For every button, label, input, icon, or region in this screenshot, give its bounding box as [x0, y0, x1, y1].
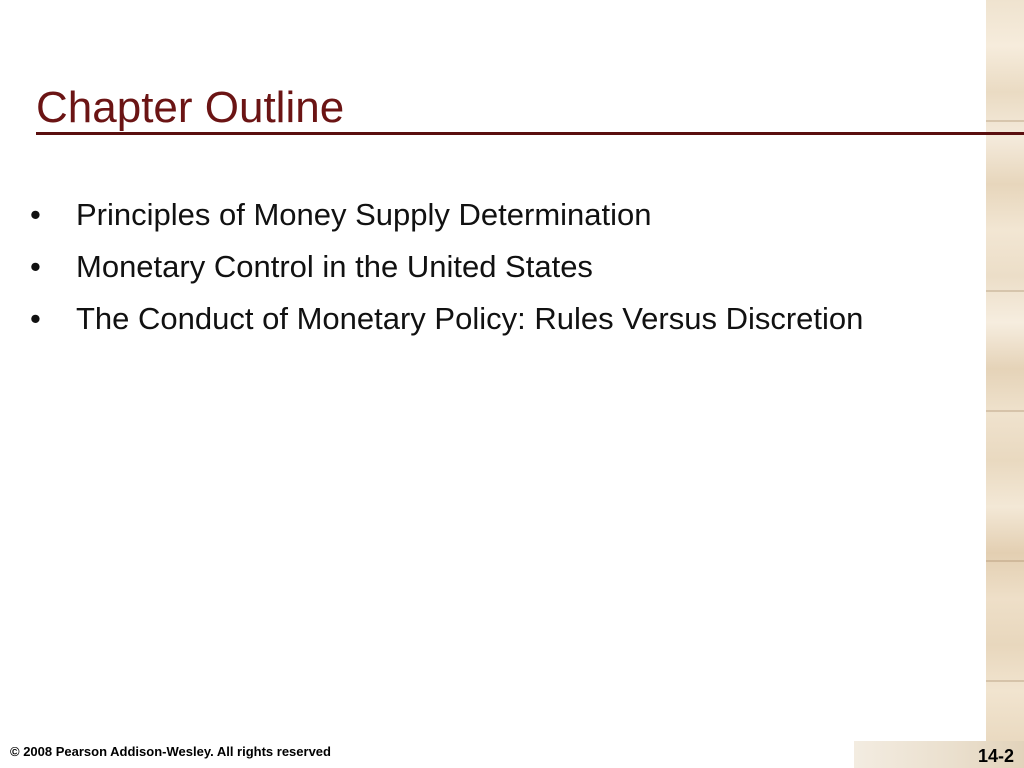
bullet-marker: • [30, 249, 41, 284]
title-underline [36, 132, 1024, 135]
decorative-texture-strip [986, 0, 1024, 768]
page-number: 14-2 [977, 746, 1014, 766]
bullet-marker: • [30, 301, 41, 336]
copyright-notice: © 2008 Pearson Addison-Wesley. All rights reserved [10, 744, 331, 759]
bullet-text: Principles of Money Supply Determination [76, 197, 652, 232]
bullet-list [30, 196, 870, 352]
bullet-marker: • [30, 197, 41, 232]
page-number-badge [854, 741, 1024, 768]
bullet-item [30, 248, 870, 286]
bullet-text: Monetary Control in the United States [76, 249, 593, 284]
bullet-item [30, 300, 870, 338]
bullet-item [30, 196, 870, 234]
bullet-text: The Conduct of Monetary Policy: Rules Versus Discretion [76, 301, 864, 336]
slide-title: Chapter Outline [36, 83, 345, 132]
